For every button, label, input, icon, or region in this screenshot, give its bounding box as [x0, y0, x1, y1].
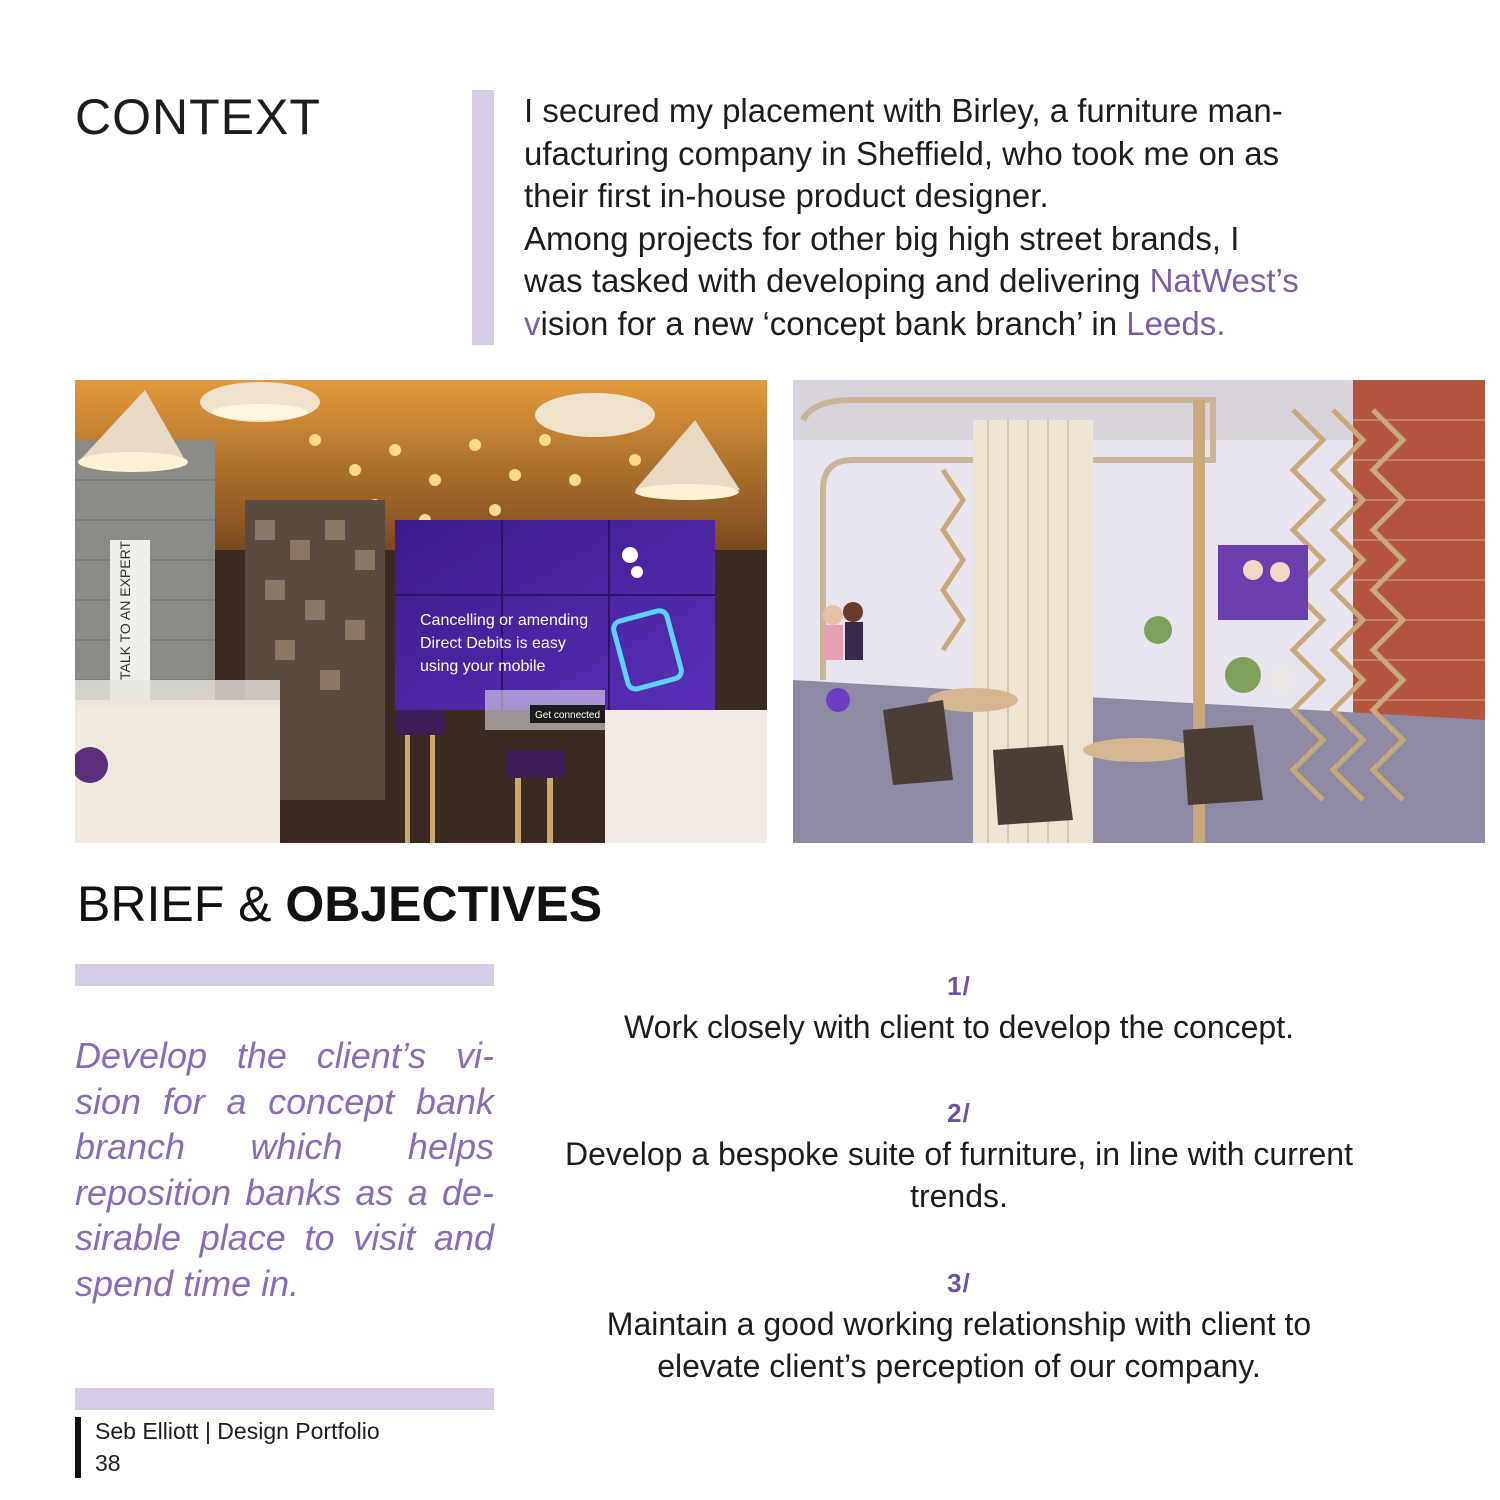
- brief-statement: Develop the client’s vi-sion for a concept bank branch which helps reposition banks as a de-sirable place to visit and spend time in.: [75, 1035, 494, 1304]
- objective-item: [555, 972, 1363, 1048]
- natwest-highlight: NatWest’s: [1149, 262, 1299, 299]
- context-line-3: their first in-house product designer.: [524, 177, 1049, 214]
- sign-text: TALK TO AN EXPERT: [117, 540, 133, 680]
- objective-item: [555, 1099, 1363, 1217]
- objective-text: Develop a bespoke suite of furniture, in line with current trends.: [565, 1136, 1353, 1214]
- objective-number: 2/: [947, 1098, 971, 1128]
- screen-line-1: Cancelling or amending: [420, 612, 589, 629]
- brief-heading: [77, 875, 602, 933]
- footer-title: Seb Elliott | Design Portfolio: [95, 1418, 380, 1444]
- leeds-highlight: Leeds.: [1126, 304, 1226, 342]
- footer-bar: [75, 1417, 81, 1478]
- context-line-5-text: was tasked with developing and delivering: [524, 262, 1150, 299]
- objective-number: 3/: [947, 1268, 971, 1298]
- screen-line-3: using your mobile: [420, 658, 546, 675]
- context-line-2: ufacturing company in Sheffield, who took me on as: [524, 134, 1280, 172]
- vision-highlight-letter: v: [524, 304, 541, 342]
- objective-item: [555, 1269, 1363, 1387]
- brief-accent-bar-bottom: [75, 1388, 494, 1410]
- counter-label: Get connected: [535, 710, 601, 721]
- context-line-4: Among projects for other big high street brands, I: [524, 219, 1240, 257]
- objective-text: Maintain a good working relationship with client to elevate client’s perception of our company.: [606, 1306, 1312, 1384]
- context-line-6: [524, 303, 1424, 346]
- photo-bank-interior: [75, 380, 767, 843]
- photo-concept-render: [793, 380, 1485, 843]
- objective-text: Work closely with client to develop the concept.: [624, 1009, 1294, 1045]
- screen-line-2: Direct Debits is easy: [420, 635, 566, 652]
- objective-number: 1/: [947, 971, 971, 1001]
- page-number: 38: [95, 1450, 121, 1476]
- context-line-6-text: ision for a new ‘concept bank branch’ in: [540, 304, 1127, 342]
- context-paragraph: [524, 90, 1424, 345]
- brief-accent-bar-top: [75, 964, 494, 986]
- context-accent-bar: [472, 90, 494, 345]
- context-heading: CONTEXT: [75, 89, 321, 145]
- brief-heading-bold: OBJECTIVES: [285, 876, 603, 932]
- context-line-5: [524, 260, 1424, 303]
- brief-heading-light: BRIEF &: [77, 876, 286, 932]
- context-line-1: I secured my placement with Birley, a furniture man-: [524, 92, 1283, 129]
